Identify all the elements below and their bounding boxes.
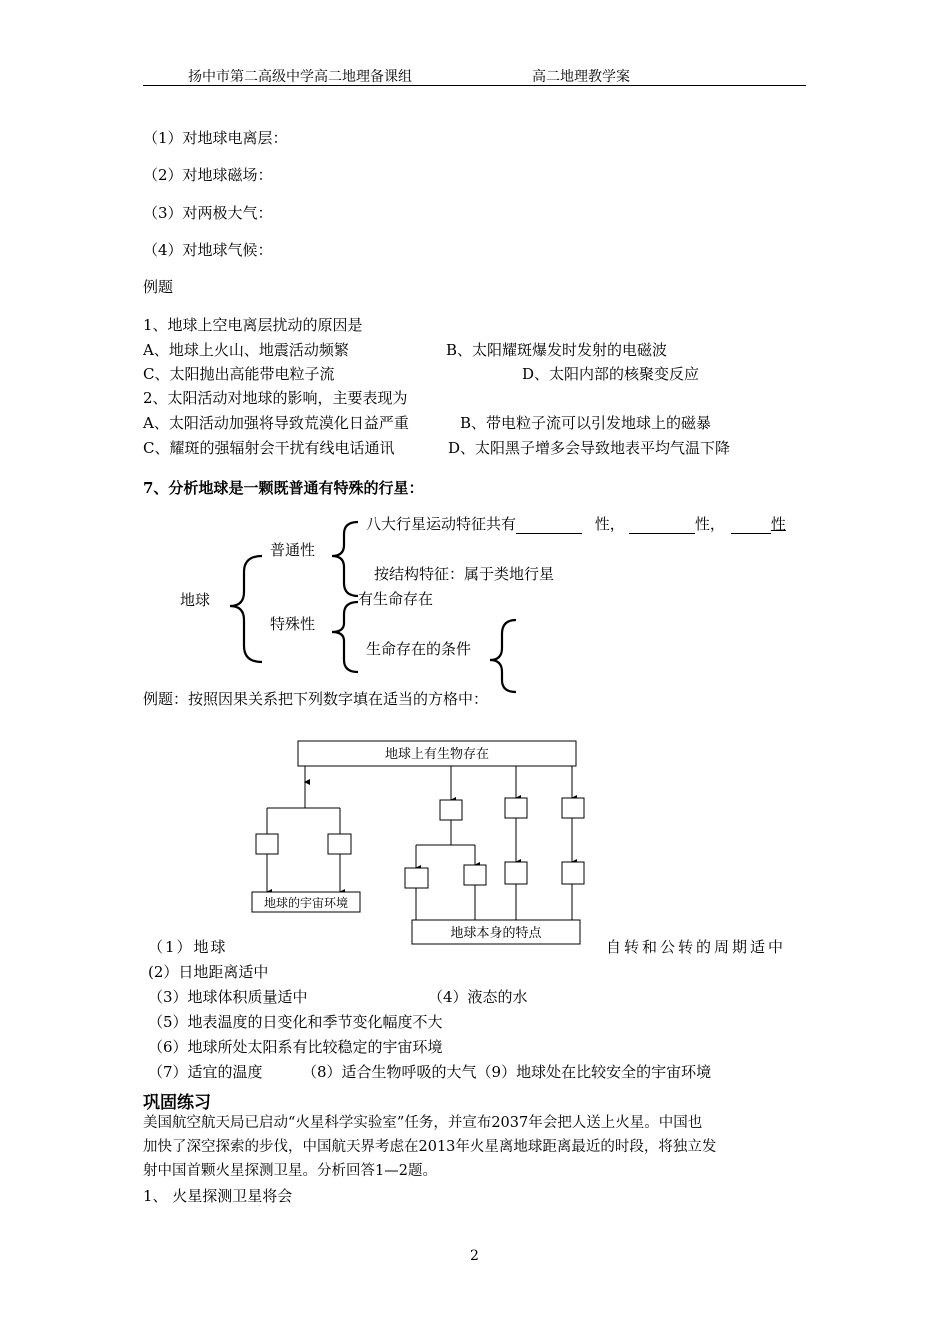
blank-box-r4: [405, 868, 428, 888]
impact-magnetic: （2）对地球磁场：: [143, 166, 273, 184]
practice-title: 巩固练习: [143, 1093, 211, 1113]
blank-box-r1: [440, 800, 462, 820]
blank-box-r2: [505, 798, 527, 818]
practice-para-3: 射中国首颗火星探测卫星。分析回答1—2题。: [143, 1163, 437, 1179]
q2-stem: 2、太阳活动对地球的影响，主要表现为: [143, 389, 408, 407]
life-line: 有生命存在: [358, 590, 434, 608]
tree-root: 地球: [180, 591, 211, 609]
example-label: 例题: [143, 278, 174, 296]
top-box-label: 地球上有生物存在: [384, 747, 490, 762]
option-1a: （1）地球: [148, 938, 228, 956]
blank-box-r3: [562, 798, 584, 818]
q1-stem: 1、地球上空电离层扰动的原因是: [143, 316, 363, 334]
tree-special: 特殊性: [270, 615, 316, 633]
q2-option-d: D、太阳黑子增多会导致地表平均气温下降: [448, 439, 731, 457]
practice-para-1: 美国航空航天局已启动“火星科学实验室”任务，并宣布2037年会把人送上火星。中国也: [143, 1115, 703, 1131]
blank-box-r7: [562, 862, 584, 884]
header-title: 高二地理教学案: [532, 69, 630, 85]
practice-q1: 1、 火星探测卫星将会: [143, 1187, 293, 1205]
q1-option-c: C、太阳抛出高能带电粒子流: [143, 365, 335, 383]
q2-option-a: A、太阳活动加强将导致荒漠化日益严重: [143, 414, 409, 432]
xing-3: 性: [770, 515, 786, 533]
option-1b: 自转和公转的周期适中: [606, 938, 787, 956]
q1-option-a: A、地球上火山、地震活动频繁: [143, 341, 349, 359]
page-number: 2: [470, 1248, 479, 1264]
blank-box-r5: [464, 865, 486, 885]
blank-box-cosmic-1: [256, 834, 278, 854]
option-4: （4）液态的水: [428, 988, 528, 1006]
option-2: (2）日地距离适中: [148, 963, 269, 981]
practice-para-2: 加快了深空探索的步伐，中国航天界考虑在2013年火星离地球距离最近的时段，将独立发: [143, 1139, 717, 1155]
q1-option-b: B、太阳耀斑爆发时发射的电磁波: [446, 341, 668, 359]
tree-common: 普通性: [270, 541, 316, 559]
option-6: （6）地球所处太阳系有比较稳定的宇宙环境: [148, 1038, 443, 1056]
self-box-label: 地球本身的特点: [450, 926, 542, 941]
q1-option-d: D、太阳内部的核聚变反应: [522, 365, 700, 383]
option-5: （5）地表温度的日变化和季节变化幅度不大: [148, 1013, 443, 1031]
conditions-line: 生命存在的条件: [366, 640, 472, 658]
blank-box-r6: [505, 862, 527, 884]
impact-climate: （4）对地球气候：: [143, 241, 273, 259]
option-7: （7）适宜的温度: [148, 1063, 263, 1081]
header-school: 扬中市第二高级中学高二地理备课组: [188, 69, 412, 85]
xing-2: 性，: [694, 515, 725, 533]
motion-prefix: 八大行星运动特征共有: [366, 515, 517, 533]
impact-ionosphere: （1）对地球电离层：: [143, 129, 288, 147]
cosmic-box-label: 地球的宇宙环境: [263, 896, 349, 910]
blank-box-cosmic-2: [328, 834, 351, 854]
structure-line: 按结构特征：属于类地行星: [374, 565, 555, 583]
section-7-title: 7、分析地球是一颗既普通有特殊的行星：: [143, 479, 424, 497]
q2-option-b: B、带电粒子流可以引发地球上的磁暴: [460, 414, 712, 432]
q2-option-c: C、耀斑的强辐射会干扰有线电话通讯: [143, 439, 395, 457]
option-8-9: （8）适合生物呼吸的大气（9）地球处在比较安全的宇宙环境: [302, 1063, 712, 1081]
impact-polar: （3）对两极大气：: [143, 204, 273, 222]
option-3: （3）地球体积质量适中: [148, 988, 308, 1006]
example2-stem: 例题：按照因果关系把下列数字填在适当的方格中：: [143, 690, 489, 708]
xing-1: 性，: [594, 515, 625, 533]
